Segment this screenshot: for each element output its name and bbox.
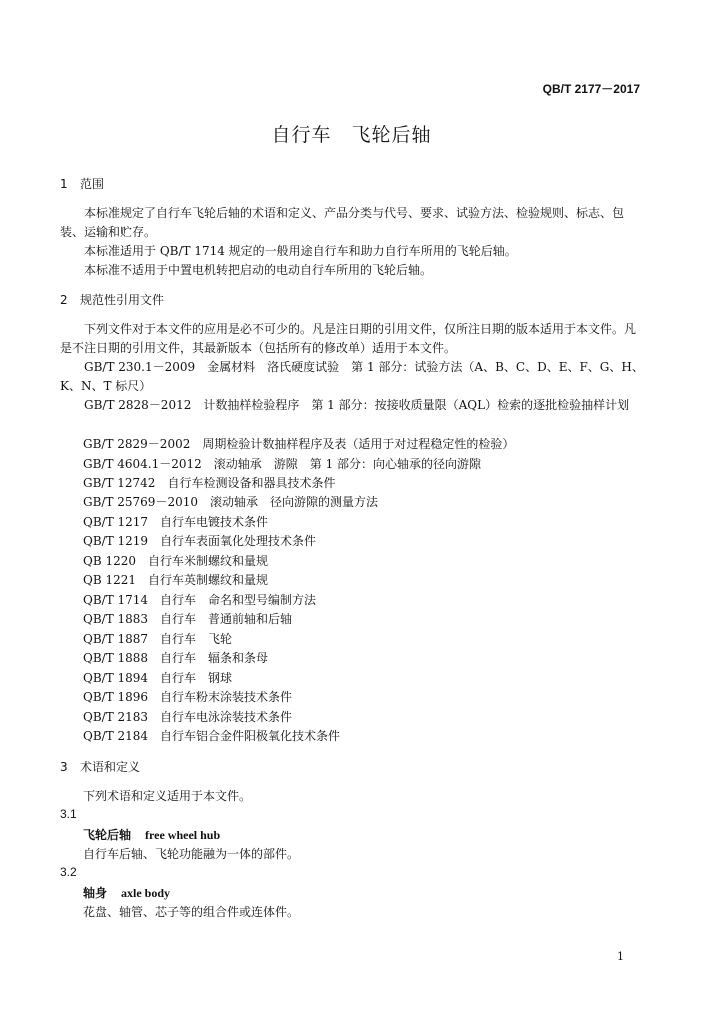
- term-english: free wheel hub: [145, 828, 221, 842]
- reference-item: QB 1221 自行车英制螺纹和量规: [83, 573, 269, 587]
- scope-paragraph-2: 本标准适用于 QB/T 1714 规定的一般用途自行车和助力自行车所用的飞轮后轴。: [84, 244, 517, 258]
- reference-item: QB 1220 自行车米制螺纹和量规: [83, 554, 269, 568]
- section-title: 规范性引用文件: [80, 293, 165, 307]
- term-heading: [83, 826, 220, 843]
- standard-code: QB/T 2177－2017: [542, 82, 640, 96]
- term-definition: 自行车后轴、飞轮功能融为一体的部件。: [83, 847, 300, 861]
- term-number: 3.1: [60, 807, 77, 821]
- reference-item: QB/T 1217 自行车电镀技术条件: [83, 515, 269, 529]
- section-2-heading: [60, 291, 164, 308]
- page-number: 1: [617, 950, 624, 963]
- scope-paragraph-1: 本标准规定了自行车飞轮后轴的术语和定义、产品分类与代号、要求、试验方法、检验规则、标志、包装、运输和贮存。: [60, 206, 625, 239]
- normative-intro: 下列文件对于本文件的应用是必不可少的。凡是注日期的引用文件，仅所注日期的版本适用于本文件。凡是不注日期的引用文件，其最新版本（包括所有的修改单）适用于本文件。: [60, 322, 637, 355]
- term-number: 3.2: [60, 865, 77, 879]
- reference-item: QB/T 2184 自行车铝合金件阳极氧化技术条件: [83, 729, 341, 743]
- term-chinese: 飞轮后轴: [83, 828, 132, 842]
- section-title: 范围: [80, 177, 105, 191]
- reference-item: QB/T 1896 自行车粉末涂装技术条件: [83, 690, 293, 704]
- reference-item: QB/T 2183 自行车电泳涂装技术条件: [83, 710, 293, 724]
- section-title: 术语和定义: [80, 760, 141, 774]
- reference-item: QB/T 1894 自行车 钢球: [83, 671, 233, 685]
- reference-item: GB/T 12742 自行车检测设备和器具技术条件: [83, 476, 336, 490]
- document-title: 自行车 飞轮后轴: [271, 124, 432, 146]
- section-1-heading: [60, 175, 104, 192]
- section-number: 2: [60, 293, 68, 307]
- term-chinese: 轴身: [83, 886, 108, 900]
- scope-paragraph-3: 本标准不适用于中置电机转把启动的电动自行车所用的飞轮后轴。: [84, 263, 433, 277]
- term-english: axle body: [121, 886, 171, 900]
- reference-item: QB/T 1883 自行车 普通前轴和后轴: [83, 612, 293, 626]
- reference-item: QB/T 1887 自行车 飞轮: [83, 632, 233, 646]
- section-3-heading: [60, 758, 140, 775]
- reference-item: QB/T 1219 自行车表面氧化处理技术条件: [83, 534, 317, 548]
- reference-gbt-230-1: GB/T 230.1－2009 金属材料 洛氏硬度试验 第 1 部分：试验方法（A、B、C、D、E、F、G、H、K、N、T 标尺）: [60, 360, 644, 393]
- term-heading: [83, 884, 170, 901]
- reference-item: QB/T 1888 自行车 辐条和条母: [83, 651, 269, 665]
- reference-gbt-2828: GB/T 2828－2012 计数抽样检验程序 第 1 部分：按接收质量限（AQL）检索的逐批检验抽样计划: [84, 398, 630, 412]
- reference-item: GB/T 2829－2002 周期检验计数抽样程序及表（适用于对过程稳定性的检验）: [83, 437, 515, 451]
- section-number: 3: [60, 760, 68, 774]
- reference-item: GB/T 25769－2010 滚动轴承 径向游隙的测量方法: [83, 495, 378, 509]
- term-definition: 花盘、轴管、芯子等的组合件或连体件。: [83, 905, 300, 919]
- terms-intro: 下列术语和定义适用于本文件。: [83, 789, 252, 803]
- reference-item: GB/T 4604.1－2012 滚动轴承 游隙 第 1 部分：向心轴承的径向游隙: [83, 457, 482, 471]
- reference-item: QB/T 1714 自行车 命名和型号编制方法: [83, 593, 317, 607]
- section-number: 1: [60, 177, 68, 191]
